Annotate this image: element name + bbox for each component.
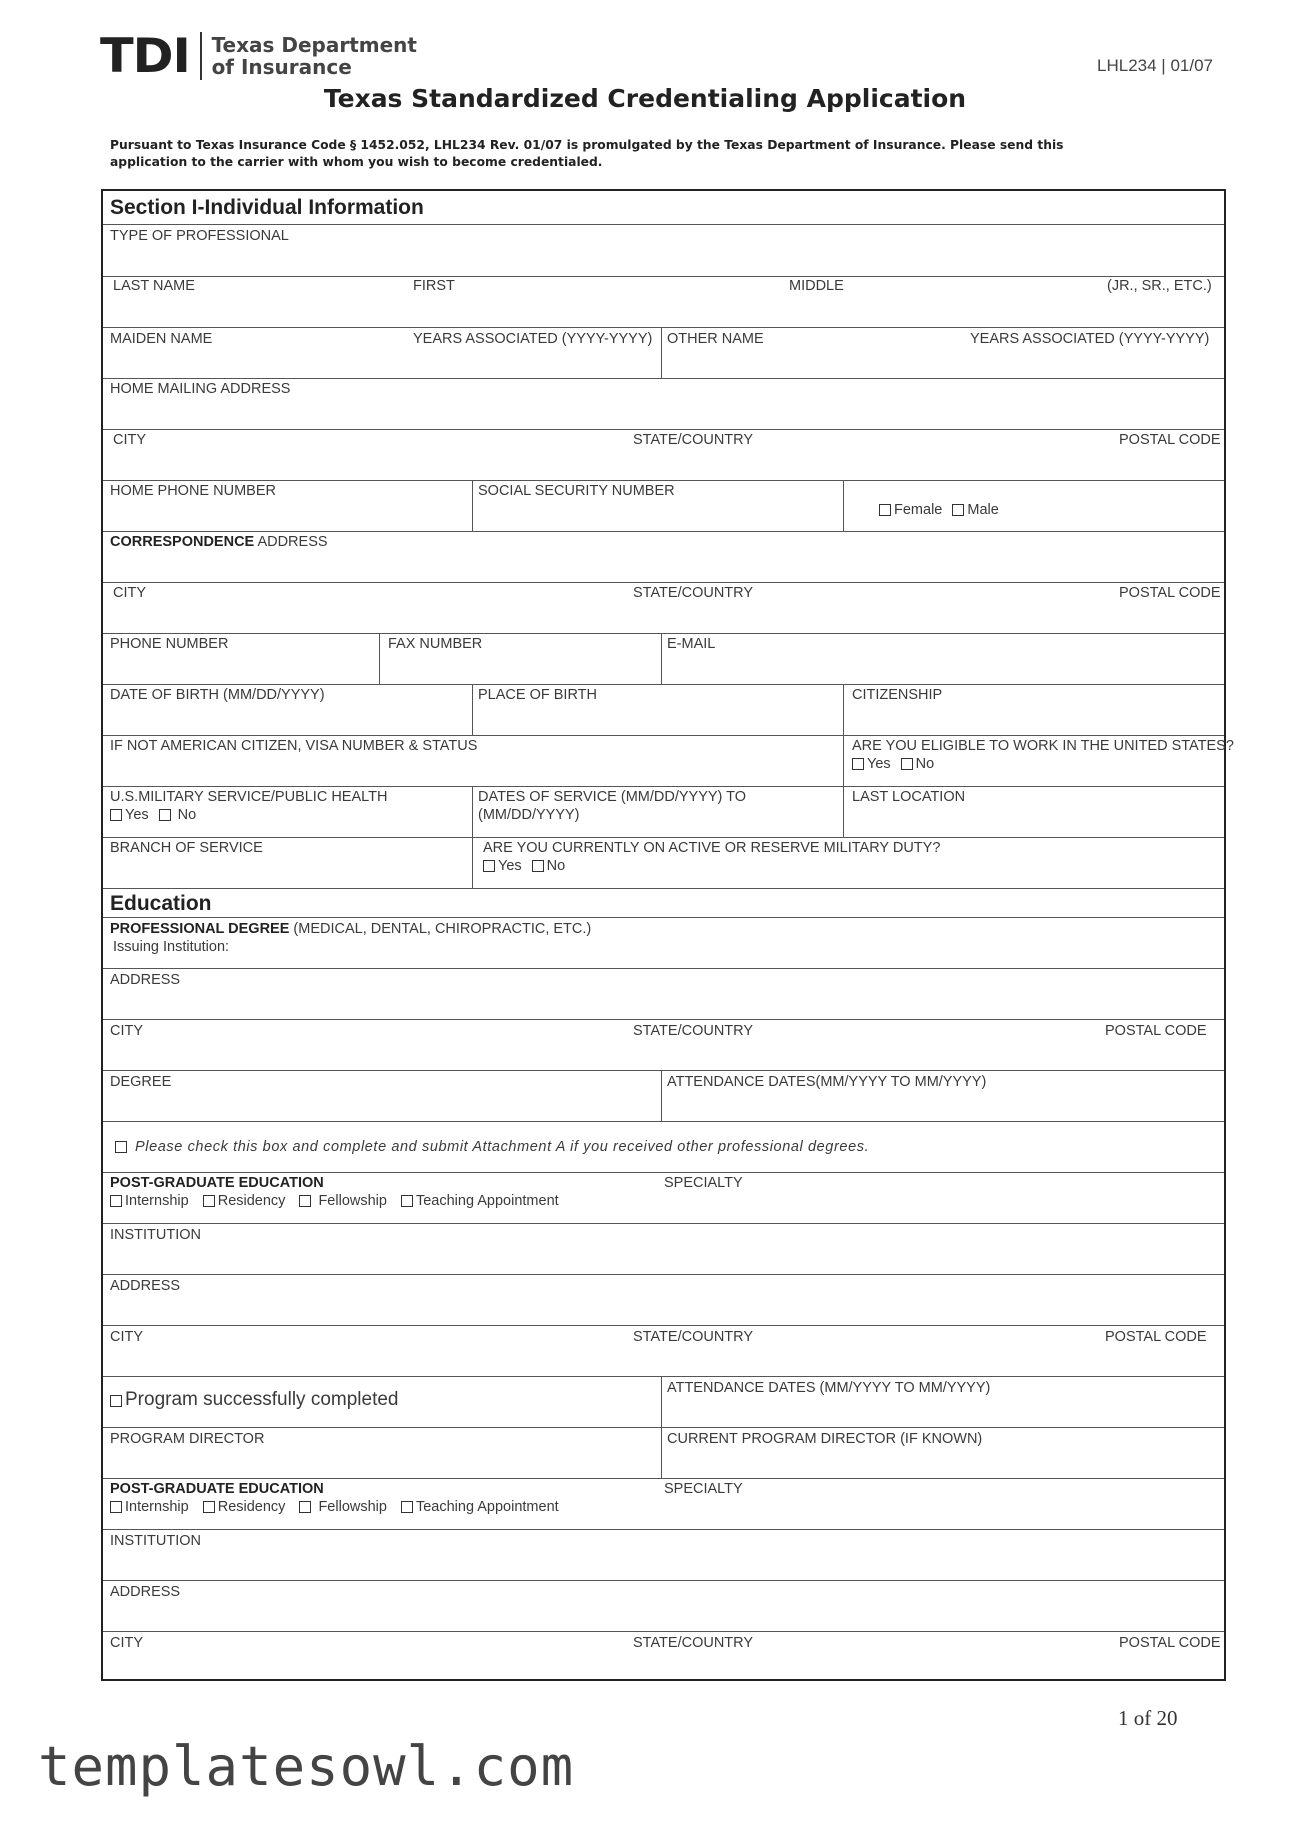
post-grad-2-specialty-label: SPECIALTY — [664, 1481, 743, 1497]
middle-name-label: MIDDLE — [789, 278, 844, 294]
email-label: E-MAIL — [667, 636, 716, 652]
other-name-label: OTHER NAME — [667, 331, 764, 347]
post-grad-1-specialty-label: SPECIALTY — [664, 1175, 743, 1191]
dates-of-service-label: DATES OF SERVICE (MM/DD/YYYY) TO (MM/DD/YYYY) — [478, 789, 747, 823]
logo-abbreviation: TDI — [100, 28, 190, 84]
last-name-label: LAST NAME — [113, 278, 195, 294]
pg2-postal-label: POSTAL CODE — [1119, 1635, 1221, 1651]
pg2-residency-checkbox[interactable] — [203, 1501, 215, 1513]
issuing-institution-label: Issuing Institution: — [113, 939, 230, 955]
home-city-label: CITY — [113, 432, 147, 448]
program-completed-statement: Program successfully completed — [110, 1391, 399, 1409]
active-duty-no-checkbox[interactable] — [532, 860, 544, 872]
dob-label: DATE OF BIRTH (MM/DD/YYYY) — [110, 687, 325, 703]
home-mailing-address-label: HOME MAILING ADDRESS — [110, 381, 291, 397]
military-service-label: U.S.MILITARY SERVICE/PUBLIC HEALTH — [110, 789, 388, 805]
female-checkbox[interactable] — [879, 504, 891, 516]
edu-city-label: CITY — [110, 1023, 144, 1039]
last-location-label: LAST LOCATION — [852, 789, 966, 805]
pg1-internship-checkbox[interactable] — [110, 1195, 122, 1207]
pg1-state-label: STATE/COUNTRY — [633, 1329, 754, 1345]
gender-options: Female Male — [879, 501, 999, 519]
program-completed-checkbox[interactable] — [110, 1395, 122, 1407]
page-title: Texas Standardized Credentialing Application — [323, 84, 967, 113]
edu-address-label: ADDRESS — [110, 972, 181, 988]
degree-label: DEGREE — [110, 1074, 172, 1090]
pg1-teaching-checkbox[interactable] — [401, 1195, 413, 1207]
fax-number-label: FAX NUMBER — [388, 636, 483, 652]
pg1-postal-label: POSTAL CODE — [1105, 1329, 1207, 1345]
post-grad-1-type-options: Internship Residency Fellowship Teaching Appointment — [110, 1192, 559, 1210]
other-name-years-label: YEARS ASSOCIATED (YYYY-YYYY) — [970, 331, 1210, 347]
application-form — [101, 189, 1234, 1681]
eligible-yes-checkbox[interactable] — [852, 758, 864, 770]
branch-of-service-label: BRANCH OF SERVICE — [110, 840, 263, 856]
current-program-director-label: CURRENT PROGRAM DIRECTOR (IF KNOWN) — [667, 1431, 983, 1447]
corr-postal-label: POSTAL CODE — [1119, 585, 1221, 601]
degree-attendance-label: ATTENDANCE DATES(MM/YYYY TO MM/YYYY) — [667, 1074, 987, 1090]
place-of-birth-label: PLACE OF BIRTH — [478, 687, 597, 703]
logo-agency-name: Texas Department of Insurance — [211, 33, 417, 79]
active-duty-label: ARE YOU CURRENTLY ON ACTIVE OR RESERVE MILITARY DUTY? — [483, 840, 941, 856]
eligible-options: Yes No — [852, 755, 934, 773]
pg2-institution-label: INSTITUTION — [110, 1533, 202, 1549]
visa-label: IF NOT AMERICAN CITIZEN, VISA NUMBER & STATUS — [110, 738, 478, 754]
pg2-address-label: ADDRESS — [110, 1584, 181, 1600]
post-grad-1-label: POST-GRADUATE EDUCATION — [110, 1175, 324, 1191]
home-postal-label: POSTAL CODE — [1119, 432, 1221, 448]
eligible-no-checkbox[interactable] — [901, 758, 913, 770]
page-number: 1 of 20 — [1118, 1706, 1178, 1730]
logo-divider — [200, 32, 202, 80]
phone-number-label: PHONE NUMBER — [110, 636, 229, 652]
corr-city-label: CITY — [113, 585, 147, 601]
citizenship-label: CITIZENSHIP — [852, 687, 943, 703]
eligible-label: ARE YOU ELIGIBLE TO WORK IN THE UNITED STATES? — [852, 738, 1234, 754]
post-grad-2-type-options: Internship Residency Fellowship Teaching Appointment — [110, 1498, 559, 1516]
pg1-attendance-label: ATTENDANCE DATES (MM/YYYY TO MM/YYYY) — [667, 1380, 991, 1396]
maiden-years-label: YEARS ASSOCIATED (YYYY-YYYY) — [413, 331, 653, 347]
military-options: Yes No — [110, 806, 196, 824]
pg2-fellowship-checkbox[interactable] — [299, 1501, 311, 1513]
form-number: LHL234 | 01/07 — [1097, 56, 1213, 75]
home-state-label: STATE/COUNTRY — [633, 432, 754, 448]
pg1-city-label: CITY — [110, 1329, 144, 1345]
other-degrees-statement: Please check this box and complete and submit Attachment A if you received other professional degrees. — [115, 1138, 869, 1156]
watermark: templatesowl.com — [38, 1735, 575, 1798]
military-yes-checkbox[interactable] — [110, 809, 122, 821]
tdi-logo — [100, 30, 417, 82]
male-checkbox[interactable] — [952, 504, 964, 516]
active-duty-options: Yes No — [483, 857, 565, 875]
section-1-heading: Section I-Individual Information — [110, 196, 424, 219]
pg2-city-label: CITY — [110, 1635, 144, 1651]
pg2-internship-checkbox[interactable] — [110, 1501, 122, 1513]
pg1-fellowship-checkbox[interactable] — [299, 1195, 311, 1207]
ssn-label: SOCIAL SECURITY NUMBER — [478, 483, 675, 499]
program-director-label: PROGRAM DIRECTOR — [110, 1431, 265, 1447]
post-grad-2-label: POST-GRADUATE EDUCATION — [110, 1481, 324, 1497]
name-suffix-label: (JR., SR., ETC.) — [1107, 278, 1212, 294]
active-duty-yes-checkbox[interactable] — [483, 860, 495, 872]
home-phone-label: HOME PHONE NUMBER — [110, 483, 276, 499]
pg1-address-label: ADDRESS — [110, 1278, 181, 1294]
pg1-institution-label: INSTITUTION — [110, 1227, 202, 1243]
pg2-teaching-checkbox[interactable] — [401, 1501, 413, 1513]
maiden-name-label: MAIDEN NAME — [110, 331, 213, 347]
intro-text: Pursuant to Texas Insurance Code § 1452.052, LHL234 Rev. 01/07 is promulgated by the Texas Department of Insurance. Please send this application to the carrier with whom you wish to become credentialed. — [110, 138, 1064, 169]
professional-degree-label: PROFESSIONAL DEGREE (MEDICAL, DENTAL, CHIROPRACTIC, ETC.) — [110, 921, 592, 937]
first-name-label: FIRST — [413, 278, 455, 294]
correspondence-address-label: CORRESPONDENCE ADDRESS — [110, 534, 328, 550]
other-degrees-checkbox[interactable] — [115, 1141, 127, 1153]
type-of-professional-label: TYPE OF PROFESSIONAL — [110, 228, 289, 244]
corr-state-label: STATE/COUNTRY — [633, 585, 754, 601]
pg1-residency-checkbox[interactable] — [203, 1195, 215, 1207]
military-no-checkbox[interactable] — [159, 809, 171, 821]
edu-postal-label: POSTAL CODE — [1105, 1023, 1207, 1039]
edu-state-label: STATE/COUNTRY — [633, 1023, 754, 1039]
pg2-state-label: STATE/COUNTRY — [633, 1635, 754, 1651]
education-heading: Education — [110, 892, 212, 915]
